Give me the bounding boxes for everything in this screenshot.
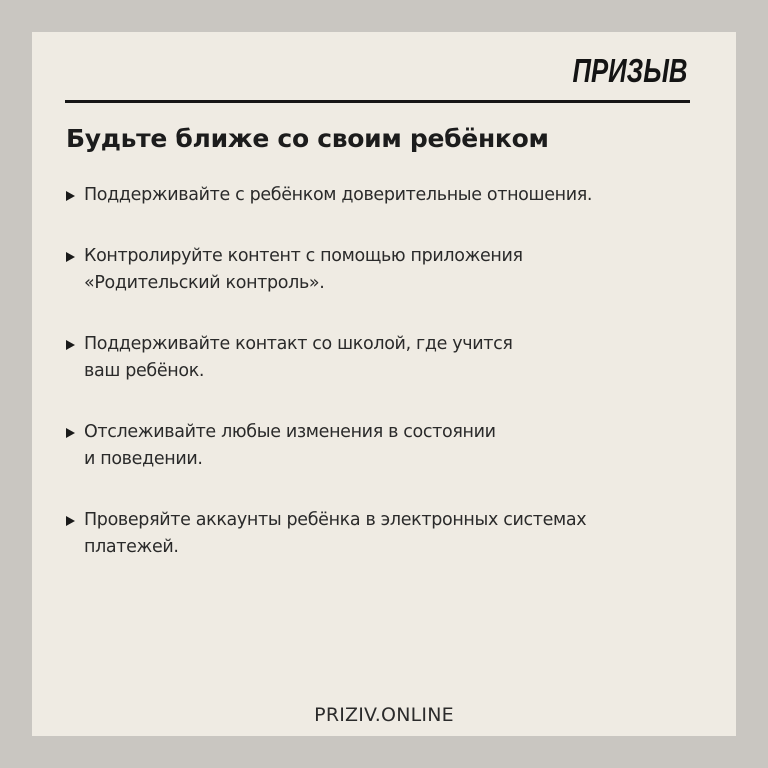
tip-text: Поддерживайте контакт со школой, где учится [84, 334, 513, 354]
header-divider [65, 100, 690, 103]
triangle-bullet-icon [66, 516, 75, 526]
triangle-bullet-icon [66, 428, 75, 438]
info-card [32, 32, 736, 736]
tip-text-continuation: «Родительский контроль». [84, 273, 325, 293]
tips-list [66, 182, 726, 595]
list-item [66, 507, 726, 561]
tip-text-continuation: платежей. [84, 537, 179, 557]
triangle-bullet-icon [66, 252, 75, 262]
tip-text: Проверяйте аккаунты ребёнка в электронных системах [84, 510, 587, 530]
brand-logo: ПРИЗЫВ [572, 52, 688, 89]
website-link[interactable]: PRIZIV.ONLINE [314, 704, 454, 726]
page-title: Будьте ближе со своим ребёнком [66, 124, 549, 153]
tip-text: Контролируйте контент с помощью приложения [84, 246, 523, 266]
list-item [66, 331, 726, 385]
triangle-bullet-icon [66, 340, 75, 350]
triangle-bullet-icon [66, 191, 75, 201]
list-item [66, 182, 726, 209]
tip-text-continuation: ваш ребёнок. [84, 361, 205, 381]
tip-text: Отслеживайте любые изменения в состоянии [84, 422, 496, 442]
tip-text: Поддерживайте с ребёнком доверительные отношения. [84, 185, 593, 205]
tip-text-continuation: и поведении. [84, 449, 203, 469]
list-item [66, 243, 726, 297]
list-item [66, 419, 726, 473]
